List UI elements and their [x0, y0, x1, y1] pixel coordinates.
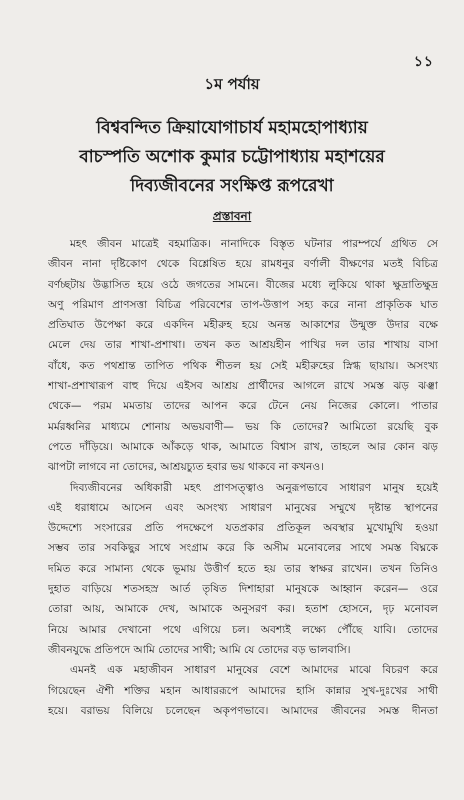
page-number: ১১	[413, 54, 434, 70]
section-subtitle: প্রস্তাবনা	[212, 209, 252, 223]
paragraph-1-line: বাঁধে, কত পথশ্রান্ত তাপিত পথিক শীতল হয় সেই মহীরুহের স্নিগ্ধ ছায়ায়। অসংখ্য	[48, 359, 438, 372]
paragraph-1-line: মর্মরধ্বনির মাধ্যমে শোনায় অভয়বাণী— ভয় কি তোদের? আমিতো রয়েছি বুক	[48, 420, 438, 433]
paragraph-2-line: তোরা আয়, আমাকে দেখ, আমাকে অনুসরণ কর। হতাশ হোসনে, দৃঢ় মনোবল	[48, 603, 438, 616]
paragraph-1-line: মহৎ জীবন মাত্রেই বহমাত্রিক। নানাদিকে বিস্তৃত ঘটনার পারম্পর্যে গ্রথিত সে	[70, 238, 438, 250]
title-line: বাচস্পতি অশোক কুমার চট্টোপাধ্যায় মহাশয়ের	[79, 147, 385, 167]
body-text	[48, 234, 438, 721]
paragraph-1-line: বর্ণচ্ছটায় উদ্ভাসিত হয়ে ওঠে জগতের সামনে। বীজের মধ্যে লুকিয়ে থাকা ক্ষুদ্রাতিক্ষুদ্র	[48, 278, 438, 291]
title-line: বিশ্ববন্দিত ক্রিয়াযোগাচার্য মহামহোপাধ্যায়	[96, 118, 368, 138]
paragraph-3-line: এমনই এক মহাজীবন সাধারণ মানুষের বেশে আমাদের মাঝে বিচরণ করে	[70, 664, 438, 677]
paragraph-2-line: দিব্যজীবনের অধিকারী মহৎ প্রাণসত্ত্বাও অনুরূপভাবে সাধারণ মানুষ হয়েই	[70, 481, 438, 494]
paragraph-1-line: অণু পরিমাণ প্রাণসত্তা বিচিত্র পরিবেশের তাপ-উত্তাপ সহ্য করে নানা প্রাকৃতিক ঘাত	[48, 298, 438, 311]
paragraph-3-line: হয়ে। বরাভয় বিলিয়ে চলেছেন অকৃপণভাবে। আমাদের জীবনের সমস্ত দীনতা	[48, 704, 438, 717]
paragraph-1-line: প্রতিঘাত উপেক্ষা করে একদিন মহীরুহ হয়ে অনন্ত আকাশের উন্মুক্ত উদার বক্ষে	[48, 319, 438, 332]
paragraph-2-line: নিয়ে আমার দেখানো পথে এগিয়ে চল। অবশ্যই লক্ষ্যে পৌঁছে যাবি। তোদের	[48, 623, 438, 636]
paragraph-2-line: জীবনযুদ্ধে প্রতিপদে আমি তোদের সাথী; আমি যে তোদের বড় ভালবাসি।	[48, 643, 351, 656]
paragraph-3-line: গিয়েছেন ঐশী শক্তির মহান আধাররূপে আমাদের হাসি কান্নার সুখ-দুঃখের সাথী	[48, 684, 438, 697]
paragraph-1-line: শাখা-প্রশাখারূপ বাহু দিয়ে এইসব আশ্রয় প্রার্থীদের আগলে রাখে সমস্ত ঝড় ঝঞ্ঝা	[48, 380, 438, 393]
paragraph-2-line: এই ধরাধামে আসেন এবং অসংখ্য সাধারণ মানুষের সম্মুখে দৃষ্টান্ত স্থাপনের	[48, 501, 438, 514]
paragraph-1-line: থেকে— পরম মমতায় তাদের আপন করে টেনে নেয় নিজের কোলে। পাতার	[48, 400, 438, 413]
paragraph-2-line: দুহাত বাড়িয়ে শতসহস্র আর্ত তৃষিত দিশাহারা মানুষকে আহ্বান করেন— ওরে	[48, 583, 438, 596]
title-block	[40, 114, 424, 201]
paragraph-1-line: জীবন নানা দৃষ্টিকোণ থেকে বিশ্লেষিত হয়ে রামধনুর বর্ণালী বীক্ষণের মতই বিচিত্র	[48, 258, 438, 271]
paragraph-1-line: পেতে দাঁড়িয়ে। আমাকে আঁকড়ে থাক, আমাতে বিশ্বাস রাখ, তাহলে আর কোন ঝড়	[48, 440, 438, 453]
paragraph-1-line: ঝাপটা লাগবে না তোদের, আশ্রয়চ্যুত হবার ভয় থাকবে না কখনও।	[48, 461, 324, 474]
paragraph-1-line: মেলে দেয় তার শাখা-প্রশাখা। তখন কত আশ্রয়হীন পাখির দল তার শাখায় বাসা	[48, 339, 438, 352]
title-line: দিব্যজীবনের সংক্ষিপ্ত রূপরেখা	[130, 176, 334, 196]
paragraph-2-line: সম্ভব তার সবকিছুর সাথে সংগ্রাম করে কি অসীম মনোবলের সাথে সমস্ত বিঘ্নকে	[48, 542, 438, 555]
paragraph-2-line: দমিত করে সামান্য থেকে ভূমায় উত্তীর্ণ হতে হয় তার স্বাক্ষর রাখেন। তখন তিনিও	[48, 562, 438, 575]
chapter-heading: ১ম পর্যায়	[204, 75, 260, 93]
paragraph-2-line: উদ্দেশ্যে সংসারের প্রতি পদক্ষেপে যতপ্রকার প্রতিকূল অবস্থার মুখোমুখি হওয়া	[48, 522, 438, 535]
